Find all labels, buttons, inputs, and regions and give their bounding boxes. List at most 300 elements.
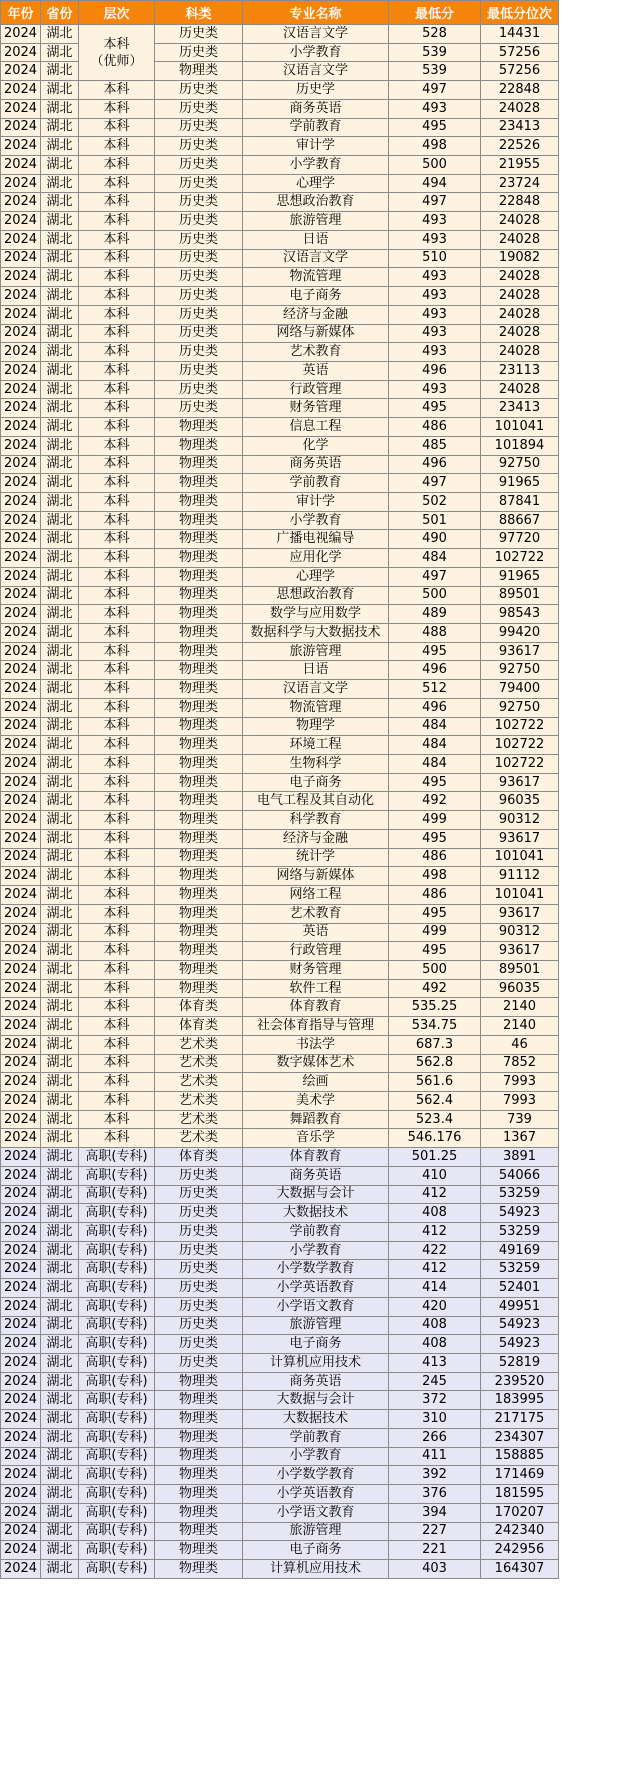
cell-major: 电子商务 <box>243 287 389 306</box>
cell-year: 2024 <box>1 474 41 493</box>
cell-year: 2024 <box>1 979 41 998</box>
cell-level: 高职(专科) <box>79 1185 155 1204</box>
cell-min-score: 535.25 <box>389 998 481 1017</box>
cell-min-rank: 24028 <box>481 380 559 399</box>
cell-level: 高职(专科) <box>79 1372 155 1391</box>
cell-min-score: 499 <box>389 923 481 942</box>
cell-province: 湖北 <box>41 1372 79 1391</box>
cell-category: 物理类 <box>155 1391 243 1410</box>
cell-level: 本科 <box>79 399 155 418</box>
cell-year: 2024 <box>1 680 41 699</box>
cell-min-score: 227 <box>389 1522 481 1541</box>
cell-level: 高职(专科) <box>79 1223 155 1242</box>
cell-min-rank: 234307 <box>481 1428 559 1447</box>
cell-province: 湖北 <box>41 230 79 249</box>
cell-year: 2024 <box>1 137 41 156</box>
header-major: 专业名称 <box>243 1 389 25</box>
table-row <box>1 998 559 1017</box>
cell-year: 2024 <box>1 1559 41 1578</box>
cell-min-rank: 93617 <box>481 829 559 848</box>
cell-min-rank: 92750 <box>481 698 559 717</box>
cell-category: 物理类 <box>155 1447 243 1466</box>
cell-category: 物理类 <box>155 511 243 530</box>
table-row <box>1 1354 559 1373</box>
level-line-2: （优师） <box>90 53 143 69</box>
table-row <box>1 1073 559 1092</box>
cell-min-rank: 24028 <box>481 212 559 231</box>
cell-year: 2024 <box>1 1522 41 1541</box>
cell-level: 本科 <box>79 81 155 100</box>
cell-level: 本科 <box>79 698 155 717</box>
cell-min-score: 485 <box>389 436 481 455</box>
cell-min-score: 408 <box>389 1316 481 1335</box>
cell-major: 思想政治教育 <box>243 586 389 605</box>
cell-level: 本科 <box>79 773 155 792</box>
cell-province: 湖北 <box>41 1260 79 1279</box>
table-row <box>1 979 559 998</box>
cell-min-score: 495 <box>389 642 481 661</box>
cell-province: 湖北 <box>41 605 79 624</box>
table-row <box>1 792 559 811</box>
cell-min-score: 495 <box>389 118 481 137</box>
cell-level: 本科 <box>79 455 155 474</box>
table-row <box>1 1129 559 1148</box>
table-row <box>1 287 559 306</box>
cell-category: 物理类 <box>155 773 243 792</box>
cell-category: 历史类 <box>155 1223 243 1242</box>
cell-major: 旅游管理 <box>243 642 389 661</box>
cell-year: 2024 <box>1 99 41 118</box>
cell-min-score: 403 <box>389 1559 481 1578</box>
cell-major: 心理学 <box>243 567 389 586</box>
cell-level: 本科 <box>79 418 155 437</box>
cell-min-rank: 97720 <box>481 530 559 549</box>
table-row <box>1 1447 559 1466</box>
cell-min-rank: 21955 <box>481 156 559 175</box>
cell-level: 本科 <box>79 736 155 755</box>
cell-category: 历史类 <box>155 230 243 249</box>
cell-major: 财务管理 <box>243 399 389 418</box>
cell-level: 高职(专科) <box>79 1166 155 1185</box>
cell-level: 本科 <box>79 492 155 511</box>
cell-min-rank: 217175 <box>481 1410 559 1429</box>
cell-level: 本科 <box>79 324 155 343</box>
cell-province: 湖北 <box>41 1223 79 1242</box>
cell-year: 2024 <box>1 43 41 62</box>
cell-major: 环境工程 <box>243 736 389 755</box>
cell-year: 2024 <box>1 287 41 306</box>
cell-min-rank: 91965 <box>481 474 559 493</box>
cell-province: 湖北 <box>41 492 79 511</box>
cell-min-score: 413 <box>389 1354 481 1373</box>
cell-year: 2024 <box>1 942 41 961</box>
cell-category: 物理类 <box>155 455 243 474</box>
cell-category: 物理类 <box>155 549 243 568</box>
cell-major: 计算机应用技术 <box>243 1559 389 1578</box>
cell-major: 思想政治教育 <box>243 193 389 212</box>
cell-province: 湖北 <box>41 1297 79 1316</box>
cell-level: 本科 <box>79 960 155 979</box>
cell-province: 湖北 <box>41 792 79 811</box>
table-row <box>1 193 559 212</box>
cell-min-rank: 89501 <box>481 960 559 979</box>
cell-level: 本科 <box>79 1017 155 1036</box>
cell-level: 本科 <box>79 212 155 231</box>
cell-year: 2024 <box>1 998 41 1017</box>
table-row <box>1 624 559 643</box>
cell-major: 应用化学 <box>243 549 389 568</box>
cell-year: 2024 <box>1 698 41 717</box>
cell-min-score: 266 <box>389 1428 481 1447</box>
cell-year: 2024 <box>1 1110 41 1129</box>
cell-min-score: 562.4 <box>389 1091 481 1110</box>
table-row <box>1 1241 559 1260</box>
cell-province: 湖北 <box>41 1335 79 1354</box>
cell-province: 湖北 <box>41 755 79 774</box>
cell-min-rank: 57256 <box>481 43 559 62</box>
cell-level: 高职(专科) <box>79 1522 155 1541</box>
table-row <box>1 549 559 568</box>
cell-level: 高职(专科) <box>79 1297 155 1316</box>
cell-major: 财务管理 <box>243 960 389 979</box>
cell-category: 体育类 <box>155 1148 243 1167</box>
cell-province: 湖北 <box>41 549 79 568</box>
cell-min-score: 495 <box>389 399 481 418</box>
cell-min-rank: 171469 <box>481 1466 559 1485</box>
cell-level: 高职(专科) <box>79 1391 155 1410</box>
cell-min-score: 495 <box>389 942 481 961</box>
cell-category: 艺术类 <box>155 1129 243 1148</box>
table-row <box>1 1110 559 1129</box>
cell-province: 湖北 <box>41 474 79 493</box>
table-row <box>1 1503 559 1522</box>
cell-min-score: 408 <box>389 1204 481 1223</box>
cell-major: 数据科学与大数据技术 <box>243 624 389 643</box>
table-row <box>1 567 559 586</box>
cell-major: 英语 <box>243 361 389 380</box>
cell-min-score: 486 <box>389 886 481 905</box>
cell-category: 物理类 <box>155 1522 243 1541</box>
cell-major: 体育教育 <box>243 1148 389 1167</box>
cell-category: 历史类 <box>155 249 243 268</box>
cell-major: 电气工程及其自动化 <box>243 792 389 811</box>
cell-min-score: 687.3 <box>389 1035 481 1054</box>
cell-category: 物理类 <box>155 624 243 643</box>
cell-level-merged <box>79 25 155 81</box>
cell-min-score: 496 <box>389 455 481 474</box>
table-row <box>1 230 559 249</box>
cell-province: 湖北 <box>41 811 79 830</box>
cell-province: 湖北 <box>41 904 79 923</box>
cell-major: 旅游管理 <box>243 1522 389 1541</box>
cell-year: 2024 <box>1 736 41 755</box>
cell-year: 2024 <box>1 511 41 530</box>
cell-min-rank: 22848 <box>481 193 559 212</box>
cell-major: 学前教育 <box>243 1428 389 1447</box>
cell-category: 物理类 <box>155 586 243 605</box>
cell-year: 2024 <box>1 249 41 268</box>
cell-category: 历史类 <box>155 268 243 287</box>
table-row <box>1 380 559 399</box>
cell-year: 2024 <box>1 343 41 362</box>
cell-year: 2024 <box>1 1054 41 1073</box>
cell-year: 2024 <box>1 904 41 923</box>
cell-province: 湖北 <box>41 118 79 137</box>
cell-level: 本科 <box>79 567 155 586</box>
cell-min-score: 512 <box>389 680 481 699</box>
table-row <box>1 1522 559 1541</box>
cell-min-rank: 92750 <box>481 661 559 680</box>
cell-min-rank: 88667 <box>481 511 559 530</box>
cell-level: 本科 <box>79 193 155 212</box>
cell-year: 2024 <box>1 1372 41 1391</box>
cell-min-score: 534.75 <box>389 1017 481 1036</box>
cell-year: 2024 <box>1 81 41 100</box>
cell-major: 小学数学教育 <box>243 1466 389 1485</box>
cell-major: 商务英语 <box>243 99 389 118</box>
cell-min-rank: 24028 <box>481 305 559 324</box>
cell-min-score: 496 <box>389 698 481 717</box>
cell-major: 日语 <box>243 661 389 680</box>
cell-min-score: 493 <box>389 268 481 287</box>
table-row <box>1 1466 559 1485</box>
cell-province: 湖北 <box>41 305 79 324</box>
cell-min-rank: 102722 <box>481 717 559 736</box>
cell-min-rank: 54923 <box>481 1335 559 1354</box>
cell-province: 湖北 <box>41 1485 79 1504</box>
cell-min-score: 221 <box>389 1541 481 1560</box>
cell-min-score: 500 <box>389 156 481 175</box>
table-body <box>1 25 559 1579</box>
cell-category: 历史类 <box>155 25 243 44</box>
cell-level: 本科 <box>79 792 155 811</box>
table-row <box>1 361 559 380</box>
table-row <box>1 530 559 549</box>
cell-level: 本科 <box>79 343 155 362</box>
cell-province: 湖北 <box>41 1447 79 1466</box>
table-row <box>1 1166 559 1185</box>
cell-year: 2024 <box>1 399 41 418</box>
table-row <box>1 1316 559 1335</box>
table-row <box>1 1391 559 1410</box>
cell-min-rank: 22848 <box>481 81 559 100</box>
cell-province: 湖北 <box>41 1541 79 1560</box>
cell-province: 湖北 <box>41 680 79 699</box>
cell-province: 湖北 <box>41 25 79 44</box>
cell-year: 2024 <box>1 1166 41 1185</box>
cell-year: 2024 <box>1 1447 41 1466</box>
cell-major: 审计学 <box>243 137 389 156</box>
cell-province: 湖北 <box>41 567 79 586</box>
cell-min-score: 489 <box>389 605 481 624</box>
cell-province: 湖北 <box>41 418 79 437</box>
cell-level: 本科 <box>79 979 155 998</box>
cell-category: 物理类 <box>155 755 243 774</box>
cell-province: 湖北 <box>41 99 79 118</box>
cell-min-score: 490 <box>389 530 481 549</box>
cell-level: 高职(专科) <box>79 1241 155 1260</box>
cell-level: 本科 <box>79 511 155 530</box>
cell-min-score: 500 <box>389 586 481 605</box>
cell-min-rank: 93617 <box>481 904 559 923</box>
cell-year: 2024 <box>1 1260 41 1279</box>
cell-province: 湖北 <box>41 960 79 979</box>
table-row <box>1 586 559 605</box>
cell-level: 本科 <box>79 174 155 193</box>
cell-min-score: 493 <box>389 287 481 306</box>
cell-level: 本科 <box>79 1054 155 1073</box>
cell-min-rank: 183995 <box>481 1391 559 1410</box>
cell-province: 湖北 <box>41 1148 79 1167</box>
cell-province: 湖北 <box>41 62 79 81</box>
cell-min-rank: 181595 <box>481 1485 559 1504</box>
cell-category: 物理类 <box>155 736 243 755</box>
cell-category: 体育类 <box>155 1017 243 1036</box>
table-row <box>1 1185 559 1204</box>
cell-min-rank: 89501 <box>481 586 559 605</box>
cell-province: 湖北 <box>41 193 79 212</box>
table-row <box>1 81 559 100</box>
cell-min-score: 392 <box>389 1466 481 1485</box>
cell-category: 历史类 <box>155 193 243 212</box>
cell-year: 2024 <box>1 1428 41 1447</box>
cell-category: 历史类 <box>155 1204 243 1223</box>
cell-province: 湖北 <box>41 1316 79 1335</box>
cell-category: 物理类 <box>155 867 243 886</box>
cell-major: 小学教育 <box>243 43 389 62</box>
cell-province: 湖北 <box>41 1241 79 1260</box>
cell-category: 物理类 <box>155 436 243 455</box>
cell-year: 2024 <box>1 212 41 231</box>
cell-level: 本科 <box>79 230 155 249</box>
header-min-score: 最低分 <box>389 1 481 25</box>
cell-min-rank: 93617 <box>481 642 559 661</box>
cell-min-score: 245 <box>389 1372 481 1391</box>
cell-province: 湖北 <box>41 773 79 792</box>
cell-major: 物理学 <box>243 717 389 736</box>
cell-year: 2024 <box>1 492 41 511</box>
cell-min-score: 484 <box>389 755 481 774</box>
cell-level: 高职(专科) <box>79 1204 155 1223</box>
cell-major: 小学语文教育 <box>243 1503 389 1522</box>
cell-major: 大数据与会计 <box>243 1185 389 1204</box>
cell-year: 2024 <box>1 1485 41 1504</box>
cell-min-rank: 101894 <box>481 436 559 455</box>
table-row <box>1 1279 559 1298</box>
cell-level: 本科 <box>79 642 155 661</box>
cell-category: 物理类 <box>155 904 243 923</box>
cell-min-rank: 19082 <box>481 249 559 268</box>
cell-category: 历史类 <box>155 156 243 175</box>
cell-category: 历史类 <box>155 43 243 62</box>
cell-province: 湖北 <box>41 268 79 287</box>
cell-category: 物理类 <box>155 1428 243 1447</box>
cell-level: 高职(专科) <box>79 1559 155 1578</box>
cell-min-score: 561.6 <box>389 1073 481 1092</box>
cell-major: 网络工程 <box>243 886 389 905</box>
table-row <box>1 99 559 118</box>
cell-year: 2024 <box>1 624 41 643</box>
cell-major: 计算机应用技术 <box>243 1354 389 1373</box>
table-row <box>1 418 559 437</box>
cell-min-rank: 158885 <box>481 1447 559 1466</box>
cell-major: 科学教育 <box>243 811 389 830</box>
cell-category: 物理类 <box>155 960 243 979</box>
cell-year: 2024 <box>1 268 41 287</box>
cell-year: 2024 <box>1 418 41 437</box>
cell-category: 物理类 <box>155 979 243 998</box>
cell-major: 小学教育 <box>243 1447 389 1466</box>
cell-province: 湖北 <box>41 81 79 100</box>
cell-level: 高职(专科) <box>79 1335 155 1354</box>
cell-year: 2024 <box>1 661 41 680</box>
cell-min-rank: 49951 <box>481 1297 559 1316</box>
cell-year: 2024 <box>1 1035 41 1054</box>
table-row <box>1 156 559 175</box>
cell-major: 历史学 <box>243 81 389 100</box>
cell-min-score: 493 <box>389 380 481 399</box>
cell-category: 历史类 <box>155 324 243 343</box>
table-row <box>1 436 559 455</box>
cell-min-rank: 2140 <box>481 1017 559 1036</box>
cell-major: 小学语文教育 <box>243 1297 389 1316</box>
cell-level: 高职(专科) <box>79 1148 155 1167</box>
cell-category: 物理类 <box>155 567 243 586</box>
cell-province: 湖北 <box>41 586 79 605</box>
cell-level: 本科 <box>79 99 155 118</box>
table-row <box>1 1335 559 1354</box>
cell-min-score: 501 <box>389 511 481 530</box>
cell-year: 2024 <box>1 455 41 474</box>
cell-major: 汉语言文学 <box>243 62 389 81</box>
cell-province: 湖北 <box>41 829 79 848</box>
cell-year: 2024 <box>1 380 41 399</box>
cell-min-rank: 24028 <box>481 230 559 249</box>
cell-category: 历史类 <box>155 1279 243 1298</box>
cell-major: 心理学 <box>243 174 389 193</box>
cell-min-rank: 102722 <box>481 736 559 755</box>
cell-major: 行政管理 <box>243 380 389 399</box>
cell-province: 湖北 <box>41 886 79 905</box>
cell-year: 2024 <box>1 960 41 979</box>
cell-level: 本科 <box>79 1035 155 1054</box>
cell-min-rank: 101041 <box>481 848 559 867</box>
cell-category: 物理类 <box>155 698 243 717</box>
cell-category: 物理类 <box>155 605 243 624</box>
cell-category: 历史类 <box>155 343 243 362</box>
cell-year: 2024 <box>1 1410 41 1429</box>
cell-year: 2024 <box>1 1091 41 1110</box>
table-row <box>1 399 559 418</box>
table-row <box>1 960 559 979</box>
cell-major: 艺术教育 <box>243 904 389 923</box>
cell-min-score: 411 <box>389 1447 481 1466</box>
cell-year: 2024 <box>1 1354 41 1373</box>
cell-category: 物理类 <box>155 530 243 549</box>
table-row <box>1 867 559 886</box>
cell-province: 湖北 <box>41 1204 79 1223</box>
cell-major: 审计学 <box>243 492 389 511</box>
cell-category: 物理类 <box>155 680 243 699</box>
cell-level: 本科 <box>79 923 155 942</box>
cell-category: 艺术类 <box>155 1073 243 1092</box>
cell-min-rank: 96035 <box>481 979 559 998</box>
cell-province: 湖北 <box>41 848 79 867</box>
cell-category: 历史类 <box>155 305 243 324</box>
cell-province: 湖北 <box>41 1391 79 1410</box>
cell-min-rank: 96035 <box>481 792 559 811</box>
cell-year: 2024 <box>1 586 41 605</box>
